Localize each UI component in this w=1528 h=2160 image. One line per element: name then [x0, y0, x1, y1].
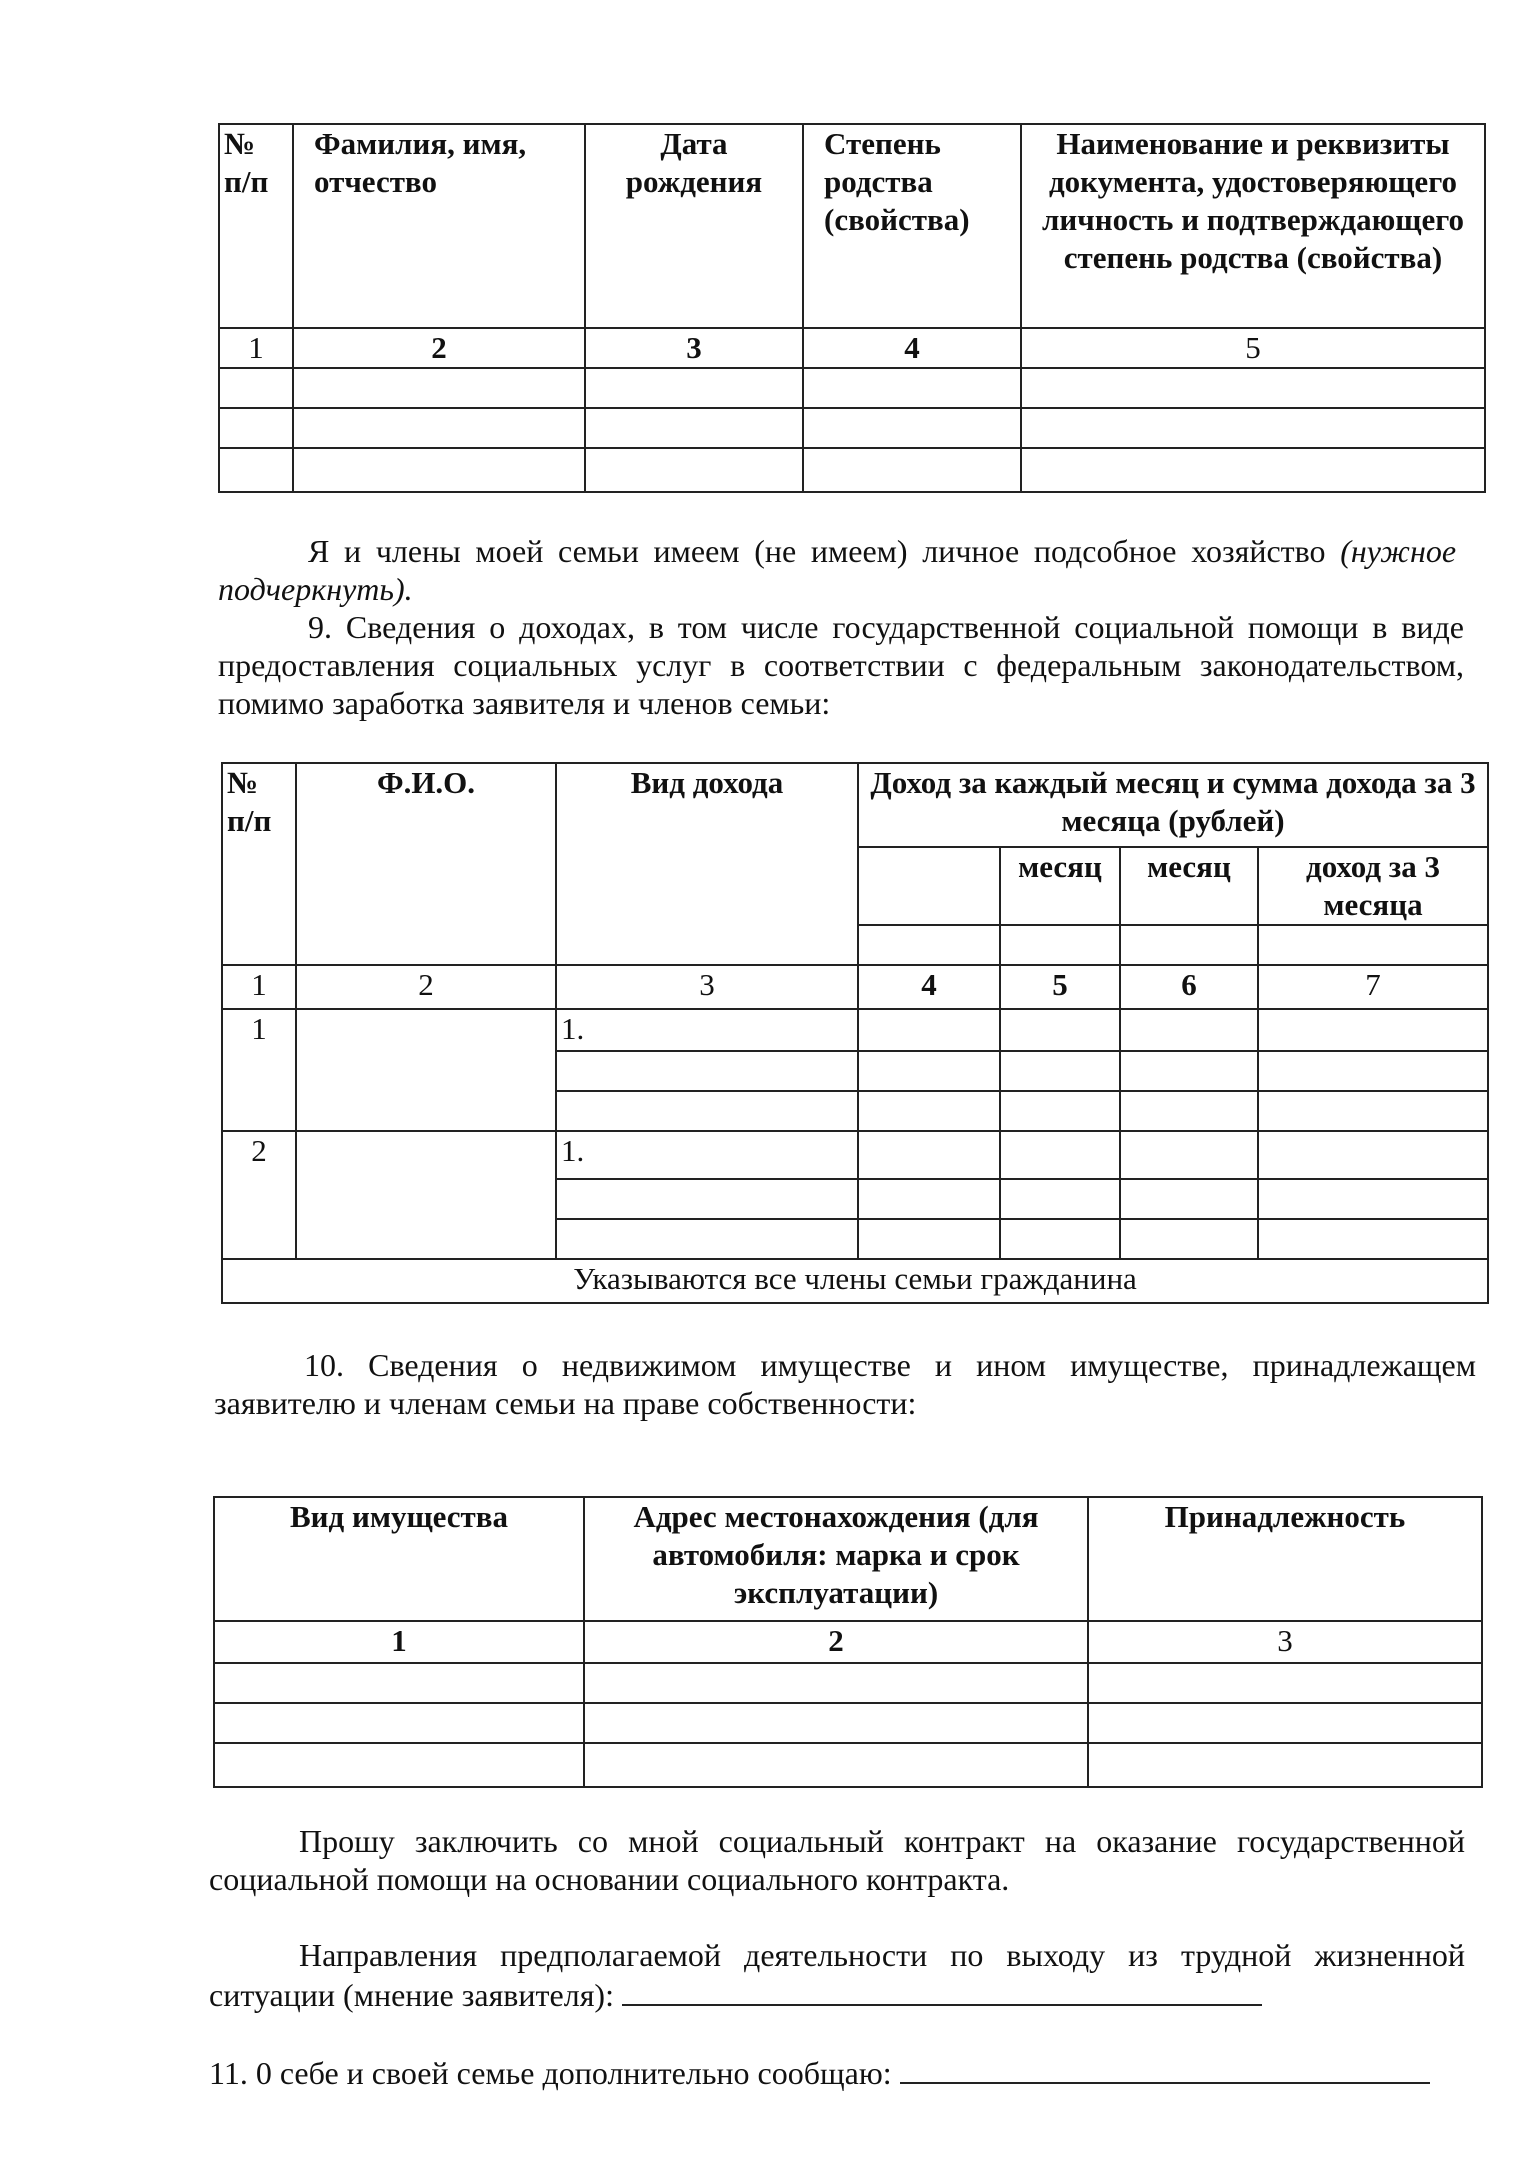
- household-note: (нужное подчеркнуть).: [218, 533, 1457, 607]
- table-cell[interactable]: [1258, 1091, 1488, 1131]
- household-text: Я и члены моей семьи имеем (не имеем) личное подсобное хозяйство: [308, 533, 1326, 569]
- table-cell[interactable]: [219, 448, 293, 492]
- header-ownership: Принадлежность: [1088, 1497, 1482, 1621]
- property-text: 10. Сведения о недвижимом имуществе и ином имуществе, принадлежащем заявителю и членам семьи на праве собственности:: [214, 1347, 1476, 1421]
- header-income-type: Вид дохода: [556, 763, 858, 965]
- col-number: 3: [1088, 1621, 1482, 1663]
- table-row[interactable]: [219, 448, 1485, 492]
- income-text: 9. Сведения о доходах, в том числе государственной социальной помощи в виде предоставления социальных услуг в соответствии с федеральным законодательством, помимо заработка заявителя и членов семьи:: [218, 609, 1464, 721]
- income-table: [221, 762, 1489, 1304]
- table-cell[interactable]: [1000, 925, 1120, 965]
- col-number: 1: [222, 965, 296, 1009]
- household-paragraph: [218, 532, 1456, 608]
- table-cell[interactable]: [858, 925, 1000, 965]
- table-cell[interactable]: [1258, 1131, 1488, 1179]
- header-kinship: Степень родства (свойства): [803, 124, 1021, 328]
- table-cell[interactable]: [585, 408, 803, 448]
- property-table-block: [213, 1496, 1483, 1788]
- table-cell[interactable]: [584, 1743, 1088, 1787]
- header-property-type: Вид имущества: [214, 1497, 584, 1621]
- additional-info-input-line[interactable]: [900, 2052, 1430, 2084]
- table-cell[interactable]: [858, 1131, 1000, 1179]
- relatives-table-block: [218, 123, 1486, 493]
- col-number: 6: [1120, 965, 1258, 1009]
- table-cell[interactable]: [1120, 1179, 1258, 1219]
- table-cell[interactable]: [1000, 1219, 1120, 1259]
- table-cell[interactable]: [293, 368, 585, 408]
- table-cell[interactable]: [1120, 1009, 1258, 1051]
- table-row[interactable]: [214, 1743, 1482, 1787]
- table-cell[interactable]: [1120, 1131, 1258, 1179]
- table-cell[interactable]: [296, 1131, 556, 1259]
- table-cell[interactable]: [1021, 368, 1485, 408]
- table-cell[interactable]: [1258, 1219, 1488, 1259]
- table-cell[interactable]: [219, 368, 293, 408]
- table-cell[interactable]: [214, 1703, 584, 1743]
- directions-paragraph: [209, 1936, 1465, 2014]
- table-cell[interactable]: [858, 1009, 1000, 1051]
- col-number: 1: [219, 328, 293, 368]
- header-month: [858, 847, 1000, 925]
- table-cell[interactable]: [214, 1663, 584, 1703]
- col-number: 4: [858, 965, 1000, 1009]
- table-cell[interactable]: [1000, 1051, 1120, 1091]
- table-cell[interactable]: [1120, 1219, 1258, 1259]
- col-number: 7: [1258, 965, 1488, 1009]
- table-cell[interactable]: [556, 1091, 858, 1131]
- table-cell[interactable]: [1000, 1131, 1120, 1179]
- table-cell[interactable]: [1258, 1179, 1488, 1219]
- table-cell[interactable]: [556, 1179, 858, 1219]
- table-cell[interactable]: [293, 408, 585, 448]
- table-cell[interactable]: [1258, 1009, 1488, 1051]
- col-number: 3: [556, 965, 858, 1009]
- table-cell[interactable]: [293, 448, 585, 492]
- table-cell[interactable]: [1120, 1051, 1258, 1091]
- header-document: Наименование и реквизиты документа, удостоверяющего личность и подтверждающего степень родства (свойства): [1021, 124, 1485, 328]
- col-number: 2: [293, 328, 585, 368]
- table-cell[interactable]: [1000, 1091, 1120, 1131]
- header-num: № п/п: [219, 124, 293, 328]
- table-cell[interactable]: [1021, 448, 1485, 492]
- table-cell[interactable]: [585, 448, 803, 492]
- table-cell[interactable]: [1000, 1009, 1120, 1051]
- header-fio: Фамилия, имя, отчество: [293, 124, 585, 328]
- table-row[interactable]: [222, 1131, 1488, 1179]
- table-row[interactable]: [222, 1009, 1488, 1051]
- income-type-cell[interactable]: 1.: [556, 1131, 858, 1179]
- table-cell[interactable]: [1021, 408, 1485, 448]
- contract-paragraph: [209, 1822, 1465, 1898]
- table-cell[interactable]: [1000, 1179, 1120, 1219]
- header-month: месяц: [1000, 847, 1120, 925]
- table-cell[interactable]: [858, 1219, 1000, 1259]
- table-cell[interactable]: [1258, 925, 1488, 965]
- table-footer-note: Указываются все члены семьи гражданина: [222, 1259, 1488, 1303]
- property-table: [213, 1496, 1483, 1788]
- property-paragraph: [214, 1346, 1476, 1422]
- col-number: 2: [296, 965, 556, 1009]
- col-number: 2: [584, 1621, 1088, 1663]
- table-row[interactable]: [214, 1663, 1482, 1703]
- col-number: 3: [585, 328, 803, 368]
- header-num: № п/п: [222, 763, 296, 965]
- directions-input-line[interactable]: [622, 1974, 1262, 2006]
- table-cell[interactable]: [803, 368, 1021, 408]
- table-cell[interactable]: [214, 1743, 584, 1787]
- table-cell[interactable]: [1258, 1051, 1488, 1091]
- header-total: доход за 3 месяца: [1258, 847, 1488, 925]
- income-table-block: [221, 762, 1489, 1304]
- table-cell[interactable]: [803, 408, 1021, 448]
- row-num: 1: [222, 1009, 296, 1131]
- table-cell[interactable]: [585, 368, 803, 408]
- table-cell[interactable]: [584, 1663, 1088, 1703]
- table-cell[interactable]: [1088, 1743, 1482, 1787]
- col-number: 4: [803, 328, 1021, 368]
- additional-info-text: 11. 0 себе и своей семье дополнительно сообщаю:: [209, 2055, 892, 2091]
- table-cell[interactable]: [584, 1703, 1088, 1743]
- header-birthdate: Дата рождения: [585, 124, 803, 328]
- directions-text: Направления предполагаемой деятельности по выходу из трудной жизненной ситуации (мнение заявителя):: [209, 1937, 1465, 2013]
- col-number: 5: [1000, 965, 1120, 1009]
- table-cell[interactable]: [556, 1051, 858, 1091]
- relatives-table: [218, 123, 1486, 493]
- table-cell[interactable]: [219, 408, 293, 448]
- header-fio: Ф.И.О.: [296, 763, 556, 965]
- contract-text: Прошу заключить со мной социальный контракт на оказание государственной социальной помощи на основании социального контракта.: [209, 1823, 1465, 1897]
- table-cell[interactable]: [858, 1091, 1000, 1131]
- table-cell[interactable]: [1088, 1663, 1482, 1703]
- col-number: 5: [1021, 328, 1485, 368]
- table-cell[interactable]: [858, 1051, 1000, 1091]
- table-cell[interactable]: [296, 1009, 556, 1131]
- header-income-monthly: Доход за каждый месяц и сумма дохода за 3 месяца (рублей): [858, 763, 1488, 847]
- income-paragraph: [218, 608, 1464, 722]
- table-row[interactable]: [219, 368, 1485, 408]
- header-address: Адрес местонахождения (для автомобиля: марка и срок эксплуатации): [584, 1497, 1088, 1621]
- additional-info-paragraph: [209, 2052, 1465, 2092]
- table-cell[interactable]: [803, 448, 1021, 492]
- row-num: 2: [222, 1131, 296, 1259]
- table-cell[interactable]: [1088, 1703, 1482, 1743]
- table-row[interactable]: [219, 408, 1485, 448]
- table-cell[interactable]: [1120, 1091, 1258, 1131]
- header-month: месяц: [1120, 847, 1258, 925]
- table-cell[interactable]: [556, 1219, 858, 1259]
- table-cell[interactable]: [858, 1179, 1000, 1219]
- table-cell[interactable]: [1120, 925, 1258, 965]
- table-row[interactable]: [214, 1703, 1482, 1743]
- col-number: 1: [214, 1621, 584, 1663]
- income-type-cell[interactable]: 1.: [556, 1009, 858, 1051]
